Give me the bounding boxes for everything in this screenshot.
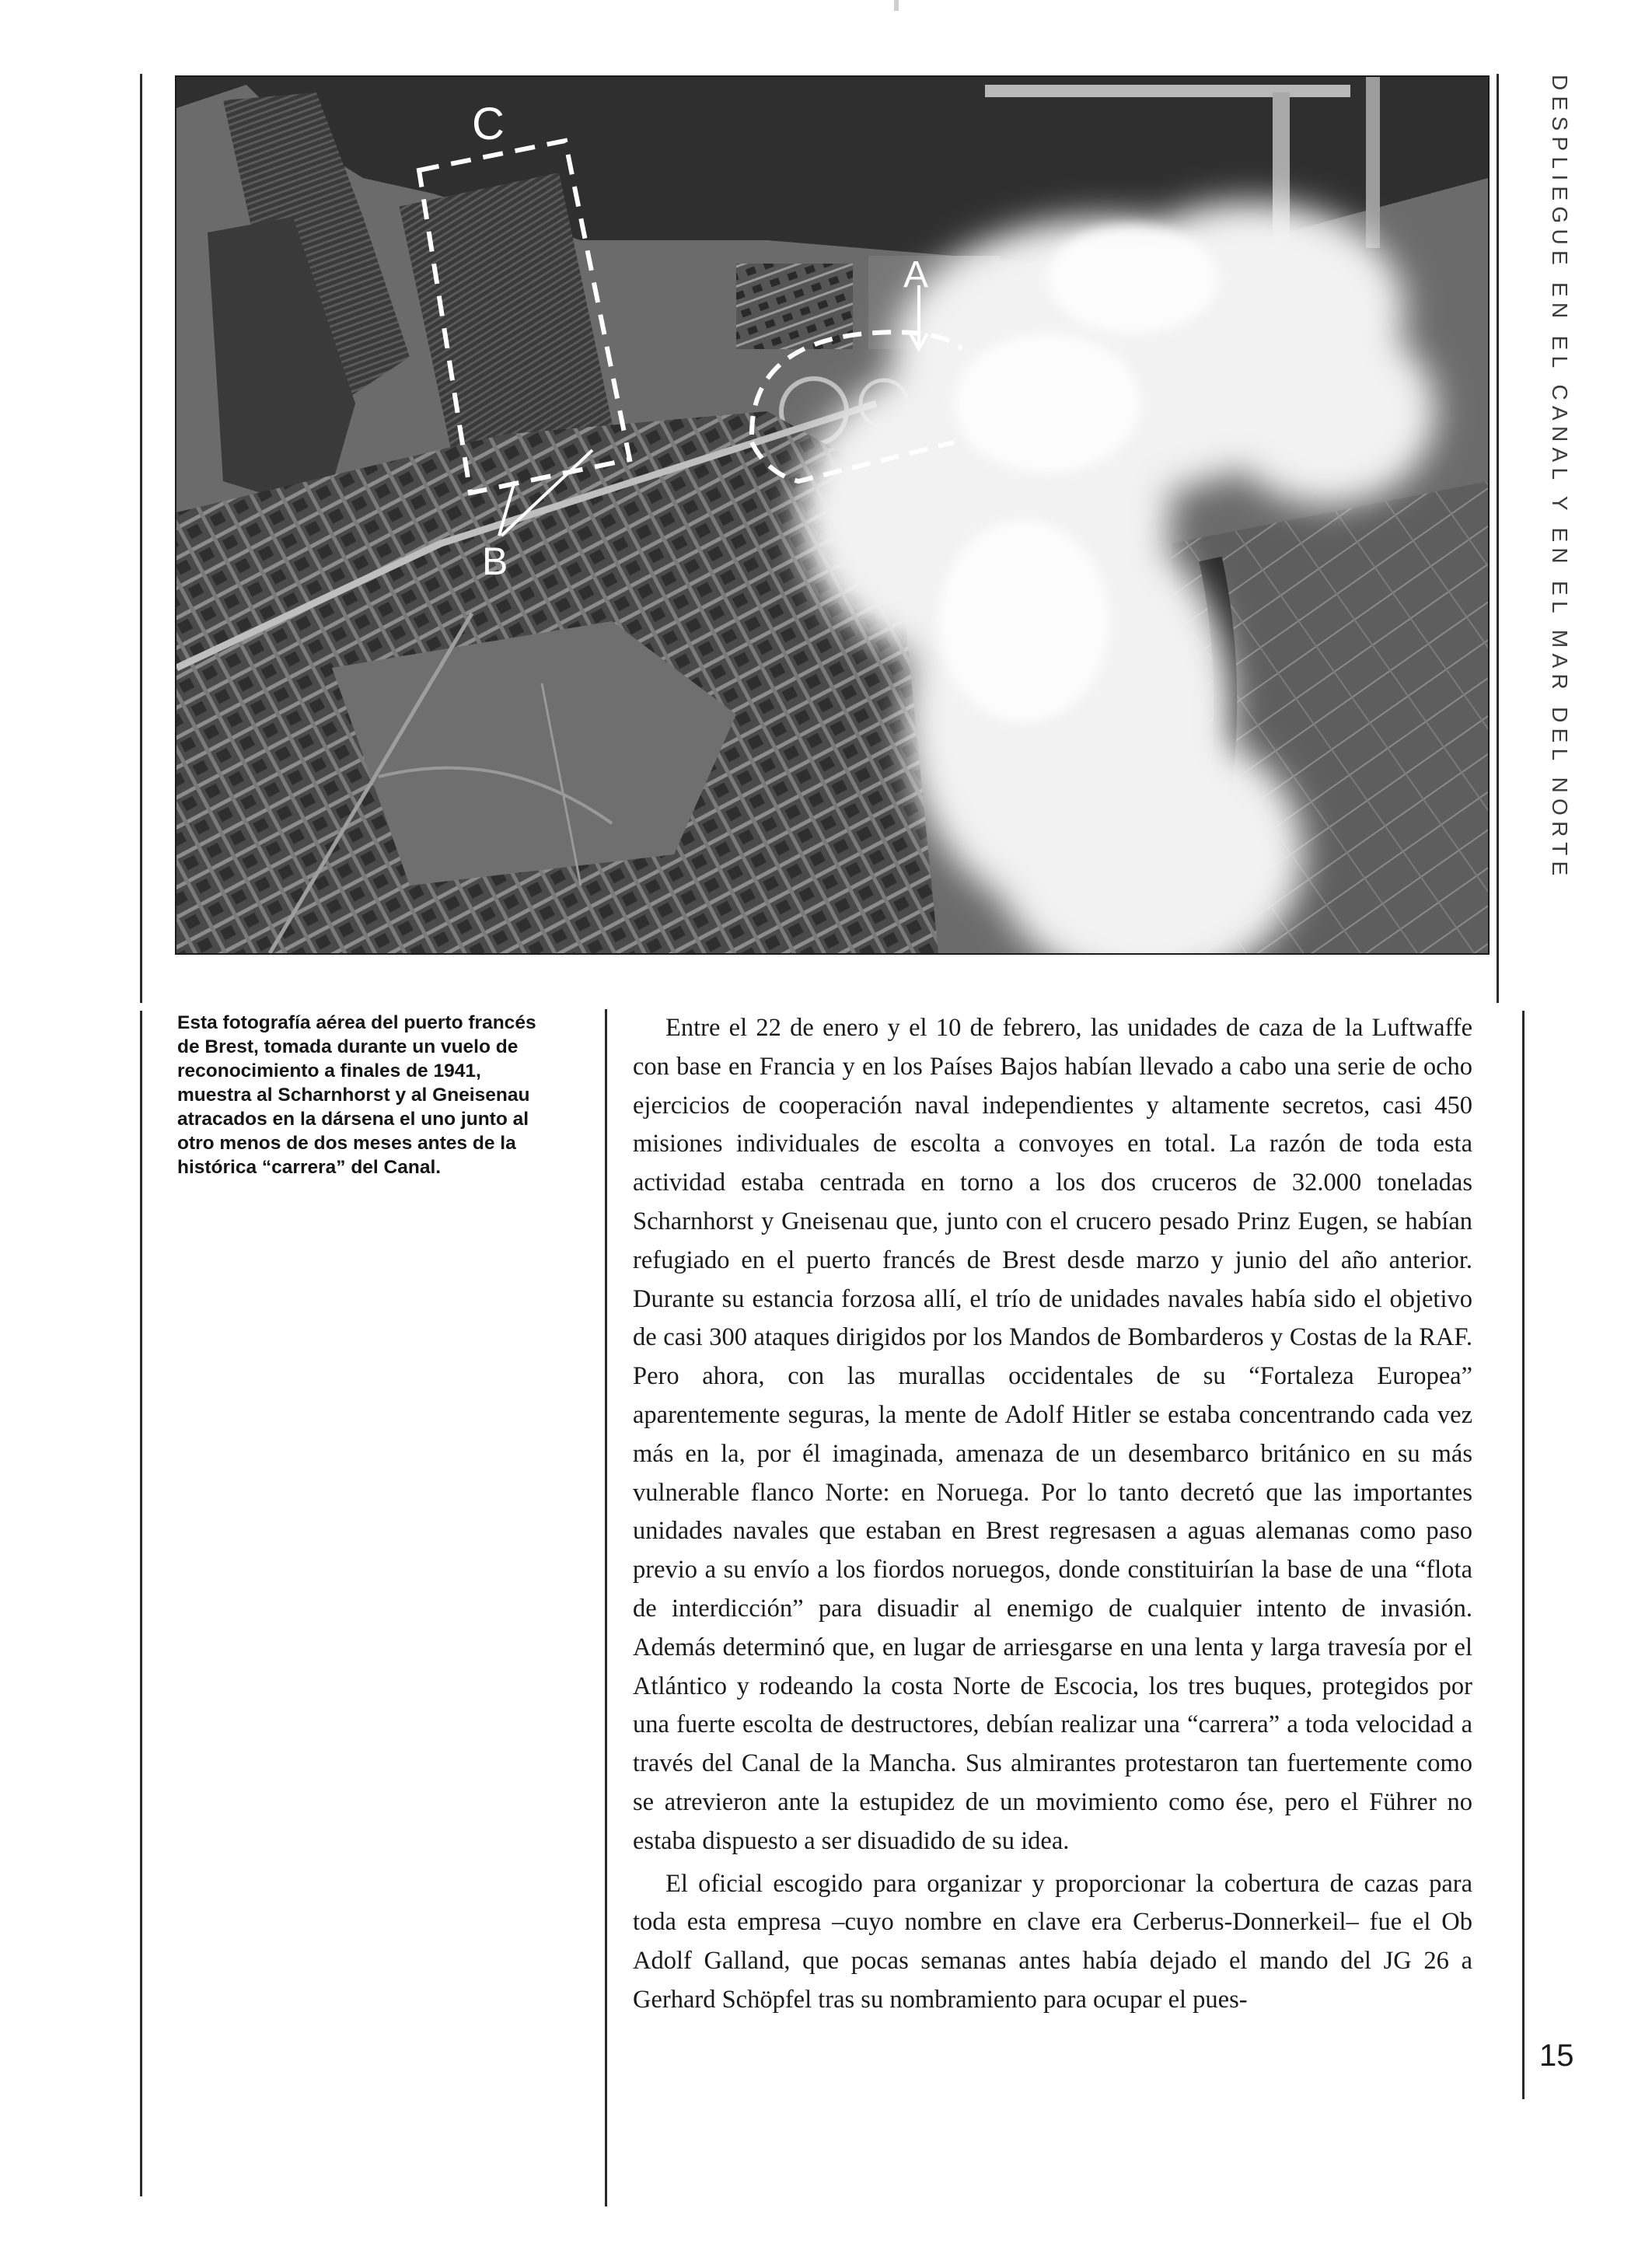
breakwater [985, 85, 1350, 97]
photo-caption: Esta fotografía aérea del puerto francés de Brest, tomada durante un vuelo de reconocimiento a finales de 1941, muestra al Scharnhorst y al Gneisenau atracados en la dársena el uno junto al otro menos de dos meses antes de la histórica “carrera” del Canal. [177, 1012, 536, 1178]
body-text [633, 1009, 1472, 2024]
margin-rule-right [1522, 1011, 1525, 2099]
aerial-photograph [175, 75, 1490, 955]
running-head: DESPLIEGUE EN EL CANAL Y EN EL MAR DEL NORTE [1548, 75, 1572, 882]
scan-mark [894, 0, 899, 11]
paragraph: Entre el 22 de enero y el 10 de febrero, las unidades de caza de la Luftwaffe con base en Francia y en los Países Bajos habían llevado a cabo una serie de ocho ejercicios de cooperación naval independientes y altamente secretos, casi 450 misiones individuales de escolta a convoyes en total. La razón de toda esta actividad estaba centrada en torno a los dos cruceros de 32.000 toneladas Scharnhorst y Gneisenau que, junto con el crucero pesado Prinz Eugen, se habían refugiado en el puerto francés de Brest desde marzo y junio del año anterior. Durante su estancia forzosa allí, el trío de unidades navales había sido el objetivo de casi 300 ataques dirigidos por los Mandos de Bombarderos y Costas de la RAF. Pero ahora, con las murallas occidentales de su “Fortaleza Europea” aparentemente seguras, la mente de Adolf Hitler se estaba concentrando cada vez más en la, por él imaginada, amenaza de un desembarco británico en su más vulnerable flanco Norte: en Noruega. Por lo tanto decretó que las importantes unidades navales que estaban en Brest regresasen a aguas alemanas como paso previo a su envío a los fiordos noruegos, donde constituirían la base de una “flota de interdicción” para disuadir al enemigo de cualquier intento de invasión. Además determinó que, en lugar de arriesgarse en una lenta y larga travesía por el Atlántico y rodeando la costa Norte de Escocia, los tres buques, protegidos por una fuerte escolta de destructores, debían realizar una “carrera” a toda velocidad a través del Canal de la Mancha. Sus almirantes protestaron tan fuertemente como se atrevieron ante la estupidez de un movimiento como ése, pero el Führer no estaba dispuesto a ser disuadido de su idea. [633, 1014, 1472, 1855]
photo-label-c: C [472, 99, 505, 149]
photo-label-b: B [482, 540, 508, 583]
margin-rule-left [140, 1011, 142, 2196]
page-number: 15 [1539, 2039, 1574, 2073]
left-column-rule [140, 74, 142, 1003]
photo-label-a: A [903, 254, 929, 295]
column-divider [605, 1009, 607, 2206]
paragraph: El oficial escogido para organizar y proporcionar la cobertura de cazas para toda esta empresa –cuyo nombre en clave era Cerberus-Donnerkeil– fue el Ob Adolf Galland, que pocas semanas antes había dejado el mando del JG 26 a Gerhard Schöpfel tras su nombramiento para ocupar el pues- [633, 1869, 1472, 2014]
jetty [1366, 77, 1380, 248]
warehouse-block [736, 264, 853, 349]
right-column-rule [1497, 74, 1499, 1003]
aerial-photograph-svg [176, 77, 1488, 953]
